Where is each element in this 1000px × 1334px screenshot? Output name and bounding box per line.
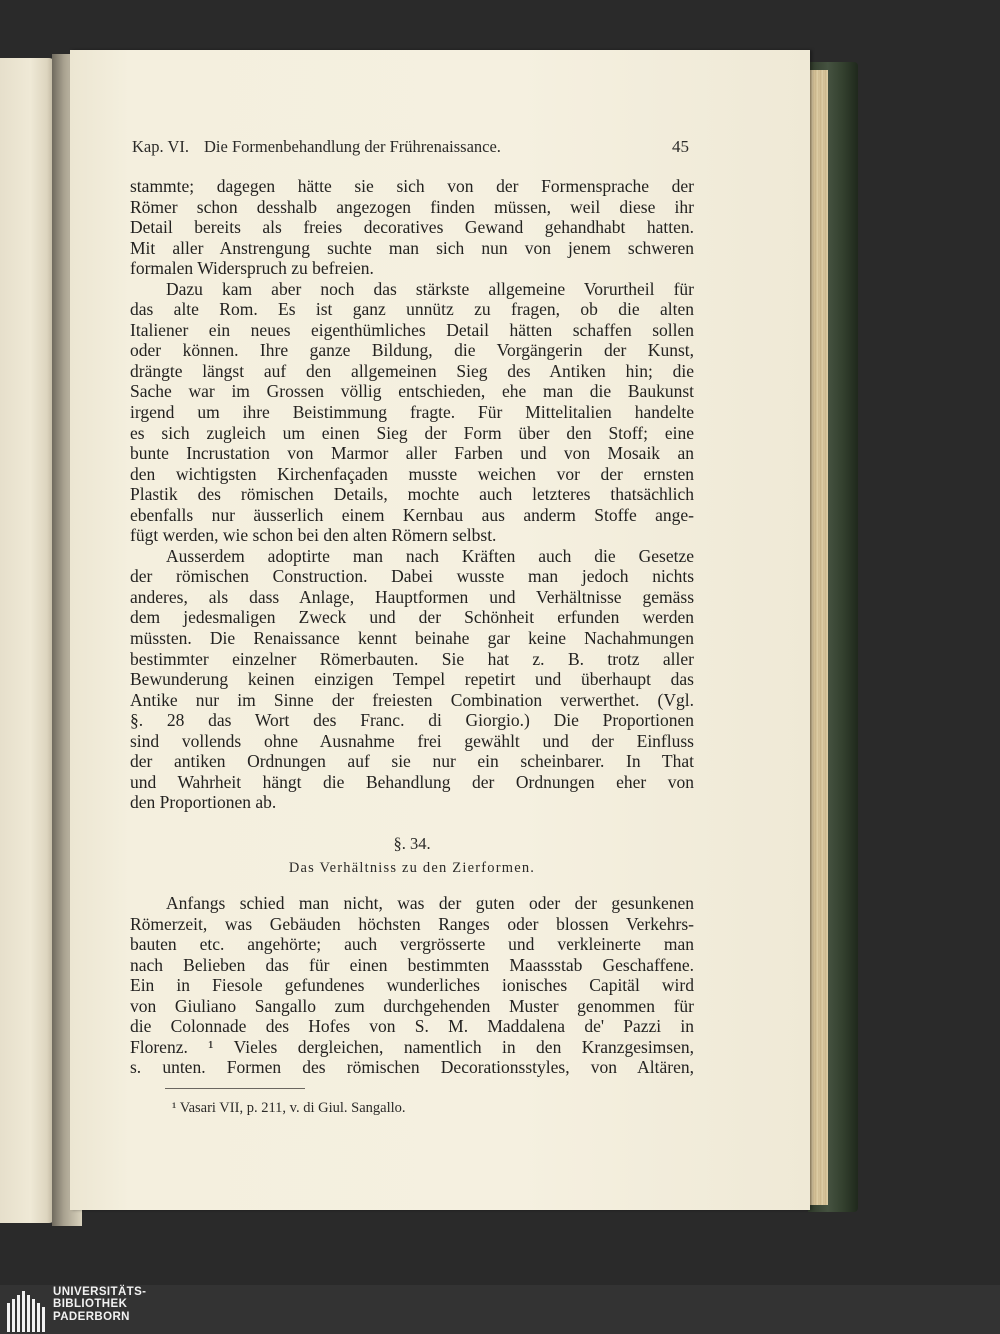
text-line: nach Belieben das für einen bestimmten Maassstab Geschaffene. <box>130 954 694 975</box>
footnote: ¹ Vasari VII, p. 211, v. di Giul. Sangallo. <box>172 1100 406 1116</box>
text-line: Anfangs schied man nicht, was der guten oder der gesunkenen <box>166 893 694 913</box>
text-line: den wichtigsten Kirchenfaçaden musste weichen vor der ernsten <box>130 463 694 484</box>
text-line: müssten. Die Renaissance kennt beinahe gar keine Nachahmungen <box>130 628 694 649</box>
library-name-line: PADERBORN <box>53 1310 130 1323</box>
text-line: dem jedesmaligen Zweck und der Schönheit erfunden werden <box>130 607 694 628</box>
text-line: Dazu kam aber noch das stärkste allgemeine Vorurtheil für <box>166 278 694 299</box>
text-line: von Giuliano Sangallo zum durchgehenden Muster genommen für <box>130 995 694 1016</box>
text-line: Bewunderung keinen einzigen Tempel repetirt und überhaupt das <box>130 669 694 690</box>
text-line: drängte längst auf den allgemeinen Sieg des Antiken hin; die <box>130 360 694 381</box>
chapter-label: Kap. VI. <box>132 137 189 156</box>
text-line: irgend um ihre Beistimmung fragte. Für Mittelitalien handelte <box>130 402 694 423</box>
text-line: Römer schon desshalb angezogen finden müssen, weil diese ihr <box>130 196 694 217</box>
text-line: bauten etc. angehörte; auch vergrösserte und verkleinerte man <box>130 934 694 955</box>
text-line: Detail bereits als freies decoratives Gewand gehandhabt hatten. <box>130 217 694 238</box>
text-line: und Wahrheit hängt die Behandlung der Ordnungen eher von <box>130 771 694 792</box>
text-line: Ein in Fiesole gefundenes wunderliches ionisches Capitäl wird <box>130 975 694 996</box>
text-line: bunte Incrustation von Marmor aller Farben und von Mosaik an <box>130 443 694 464</box>
text-line: fügt werden, wie schon bei den alten Römern selbst. <box>130 525 497 546</box>
library-footer-bar <box>0 1285 1000 1334</box>
text-line: Florenz. ¹ Vieles dergleichen, namentlich in den Kranzgesimsen, <box>130 1036 694 1057</box>
text-line: anderes, als dass Anlage, Hauptformen und Verhältnisse gemäss <box>130 586 694 607</box>
text-line: das alte Rom. Es ist ganz unnütz zu fragen, ob die alten <box>130 299 694 320</box>
text-line: §. 28 das Wort des Franc. di Giorgio.) Die Proportionen <box>130 710 694 731</box>
section-34-text <box>130 893 694 1078</box>
section-number: §. 34. <box>393 834 431 853</box>
text-line: formalen Widerspruch zu befreien. <box>130 258 374 279</box>
text-line: es sich zugleich um einen Sieg der Form über den Stoff; eine <box>130 422 694 443</box>
running-header <box>132 137 692 161</box>
left-page-edge <box>0 58 55 1223</box>
section-heading: Das Verhältniss zu den Zierformen. <box>288 860 536 876</box>
text-line: Römerzeit, was Gebäuden höchsten Ranges oder blossen Verkehrs- <box>130 913 694 934</box>
library-name-line: UNIVERSITÄTS- <box>53 1286 147 1298</box>
text-line: ebenfalls nur äusserlich einem Kernbau aus anderm Stoffe ange- <box>130 504 694 525</box>
library-name <box>53 1286 146 1323</box>
text-line: stammte; dagegen hätte sie sich von der Formensprache der <box>130 176 694 196</box>
text-line: Italiener ein neues eigenthümliches Detail hätten schaffen sollen <box>130 319 694 340</box>
text-line: sind vollends ohne Ausnahme frei gewählt und der Einfluss <box>130 730 694 751</box>
page-number: 45 <box>672 137 689 156</box>
text-line: die Colonnade des Hofes von S. M. Maddalena de' Pazzi in <box>130 1016 694 1037</box>
text-line: Sache war im Grossen völlig entschieden, ehe man die Baukunst <box>130 381 694 402</box>
text-line: der antiken Ordnungen auf sie nur ein scheinbarer. In That <box>130 751 694 772</box>
footnote-rule <box>165 1088 305 1089</box>
library-logo-icon <box>6 1289 46 1332</box>
text-line: der römischen Construction. Dabei wusste man jedoch nichts <box>130 566 694 587</box>
section-33-text <box>130 176 694 813</box>
text-line: Antike nur im Sinne der freiesten Combination verwerthet. (Vgl. <box>130 689 694 710</box>
text-line: Mit aller Anstrengung suchte man sich nun von jenem schweren <box>130 237 694 258</box>
text-line: oder können. Ihre ganze Bildung, die Vorgängerin der Kunst, <box>130 340 694 361</box>
text-line: Ausserdem adoptirte man nach Kräften auch die Gesetze <box>166 545 694 566</box>
text-line: bestimmter einzelner Römerbauten. Sie hat z. B. trotz aller <box>130 648 694 669</box>
text-line: Plastik des römischen Details, mochte auch letzteres thatsächlich <box>130 484 694 505</box>
text-line: s. unten. Formen des römischen Decorationsstyles, von Altären, <box>130 1057 694 1078</box>
chapter-title: Die Formenbehandlung der Frührenaissance. <box>204 137 501 156</box>
library-name-line: BIBLIOTHEK <box>53 1298 128 1311</box>
text-line: den Proportionen ab. <box>130 792 277 813</box>
